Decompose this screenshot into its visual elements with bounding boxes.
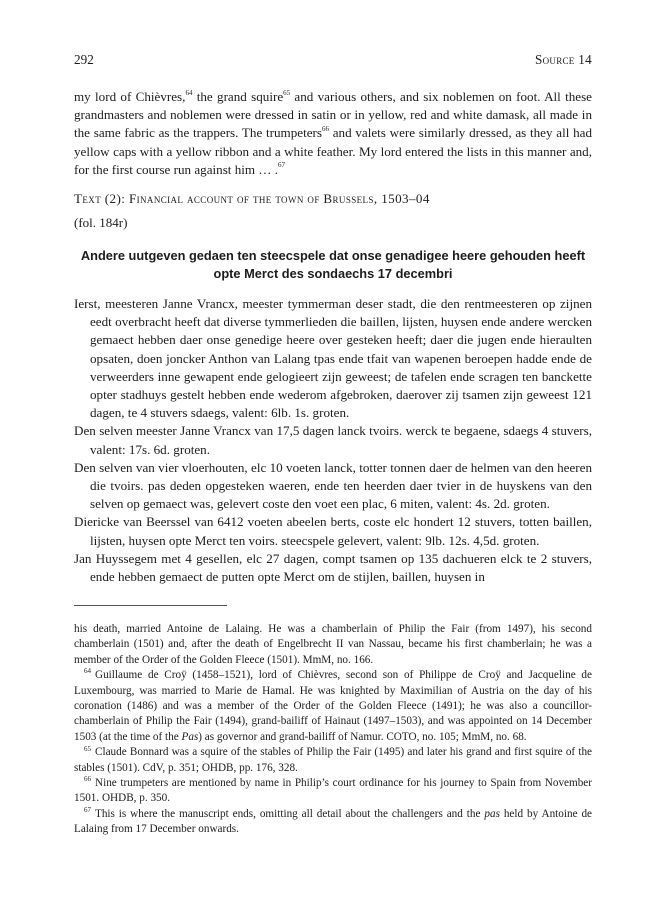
- footnote-ref-64[interactable]: 64: [185, 88, 193, 97]
- intro-text-1: my lord of Chièvres,: [74, 89, 186, 104]
- account-entry: Den selven van vier vloerhouten, elc 10 voeten lanck, totter tonnen daer de helmen van den heeren die tvoirs. pas deden opgesteken waeren, ende ten heerden daer tvier in de huyskens van den selven op gemaect was, gelevert coste den voet een plac, 6 miten, valent: 4s. 2d. groten.: [74, 459, 592, 512]
- account-entry: Ierst, meesteren Janne Vrancx, meester tymmerman deser stadt, die den rentmeesteren op zijnen eedt overbracht heeft dat diverse tymmerlieden die baillen, lijsten, huysen ende andere wercken gemaect hebben daer onse genedige heere over gesteken heeft; daer die jugen ende hieraulten opsaten, doen joncker Anthon van Lalang tpas ende tfait van wapenen beroepen hadde ende de verweerders inne gewapent ende gelogieert zijn geweest; de tafelen ende scragen ten banckette opter stadhuys gestelt hebben ende wederom afgebroken, daerover zij tsamen zijn geweest 121 dagen, te 4 stuvers sdaegs, valent: 6lb. 1s. groten.: [74, 296, 592, 421]
- footnote-text: Nine trumpeters are mentioned by name in Philip’s court ordinance for his journey to Spain from November 1501. OHDB, p. 350.: [74, 777, 592, 805]
- intro-text-4: and valets were similarly dressed, as they all had yellow caps with a yellow ribbon and a white feather. My lord entered the lists in this manner and, for the first course run against him … .: [74, 125, 592, 177]
- section-heading: Text (2): Financial account of the town of Brussels, 1503–04: [74, 191, 430, 206]
- account-entry: Jan Huyssegem met 4 gesellen, elc 27 dagen, compt tsamen op 135 dachueren elck te 2 stuvers, ende hebben gemaect de putten opte Merct om de stijlen, baillen, huysen in: [74, 550, 592, 585]
- account-entry: Diericke van Beerssel van 6412 voeten abeelen berts, coste elc hondert 12 stuvers, totten baillen, lijsten, huysen opte Merct ten voirs. steecspele gelevert, valent: 9lb. 12s. 4,5d. groten.: [74, 514, 592, 548]
- document-title: Andere uutgeven gedaen ten steecspele dat onse genadigee heere gehouden heeft opte Merct des sondaechs 17 decembri: [80, 248, 586, 282]
- footnote-ref-67[interactable]: 67: [278, 161, 285, 170]
- footnote-text: ) as governor and grand-bailiff of Namur. COTO, no. 105; MmM, no. 68.: [198, 730, 527, 743]
- footnote-67: [74, 807, 592, 838]
- book-page: [74, 0, 592, 915]
- intro-text-3: and various others, and six noblemen on foot. All these grandmasters and noblemen were dressed in satin or in yellow, red and white damask, all made in the same fabric as the trappers. The trumpeters: [74, 89, 592, 141]
- account-entry: Den selven meester Janne Vrancx van 17,5 dagen lanck tvoirs. werck te begaene, sdaegs 4 stuvers, valent: 17s. 6d. groten.: [74, 423, 592, 457]
- footnote-text: held by Antoine de Lalaing from 17 December onwards.: [74, 807, 593, 836]
- footnote-ref-66[interactable]: 66: [322, 125, 329, 134]
- footnote-number: 67: [84, 806, 91, 815]
- page-number: 292: [74, 52, 94, 67]
- footnote-number: 65: [84, 744, 91, 753]
- footnote-65: [74, 745, 592, 776]
- footnote-text: Claude Bonnard was a squire of the stables of Philip the Fair (1495) and later his grand and first squire of the stables (1501). CdV, p. 351; OHDB, pp. 176, 328.: [74, 746, 592, 774]
- folio-reference: (fol. 184r): [74, 215, 128, 230]
- footnote-number: 64: [84, 667, 91, 676]
- footnote-number: 66: [84, 775, 91, 784]
- footnote-66: [74, 776, 592, 807]
- footnote-ref-65[interactable]: 65: [283, 88, 291, 97]
- footnote-text: This is where the manuscript ends, omitting all detail about the challengers and the: [95, 807, 485, 820]
- intro-paragraph: [74, 88, 592, 179]
- source-label: Source 14: [534, 52, 592, 67]
- footnote-italic: Pas: [181, 730, 199, 743]
- account-entries: [74, 295, 592, 586]
- footnotes: [74, 622, 592, 838]
- intro-text-2: the grand squire: [192, 89, 284, 104]
- footnote-continued: his death, married Antoine de Lalaing. He was a chamberlain of Philip the Fair (from 1497), his second chamberlain (1501) and, after the death of Engelbrecht II van Nassau, became his first chamberlain; he was a member of the Order of the Golden Fleece (1501). MmM, no. 166.: [74, 623, 592, 666]
- footnote-64: [74, 668, 592, 745]
- footnote-text: Guillaume de Croÿ (1458–1521), lord of Chièvres, second son of Philippe de Croÿ and Jacqueline de Luxembourg, was married to Marie de Hamal. He was knighted by Maximilian of Austria on the day of his coronation (1486) and was a member of the Order of the Golden Fleece (1491); he was also a councillor-chamberlain of Philip the Fair (1494), grand-bailiff of Hainaut (1497–1503), and was appointed on 14 December 1503 (at the time of the: [74, 669, 592, 743]
- footnote-separator: [74, 605, 227, 606]
- footnote-italic: pas: [484, 807, 500, 820]
